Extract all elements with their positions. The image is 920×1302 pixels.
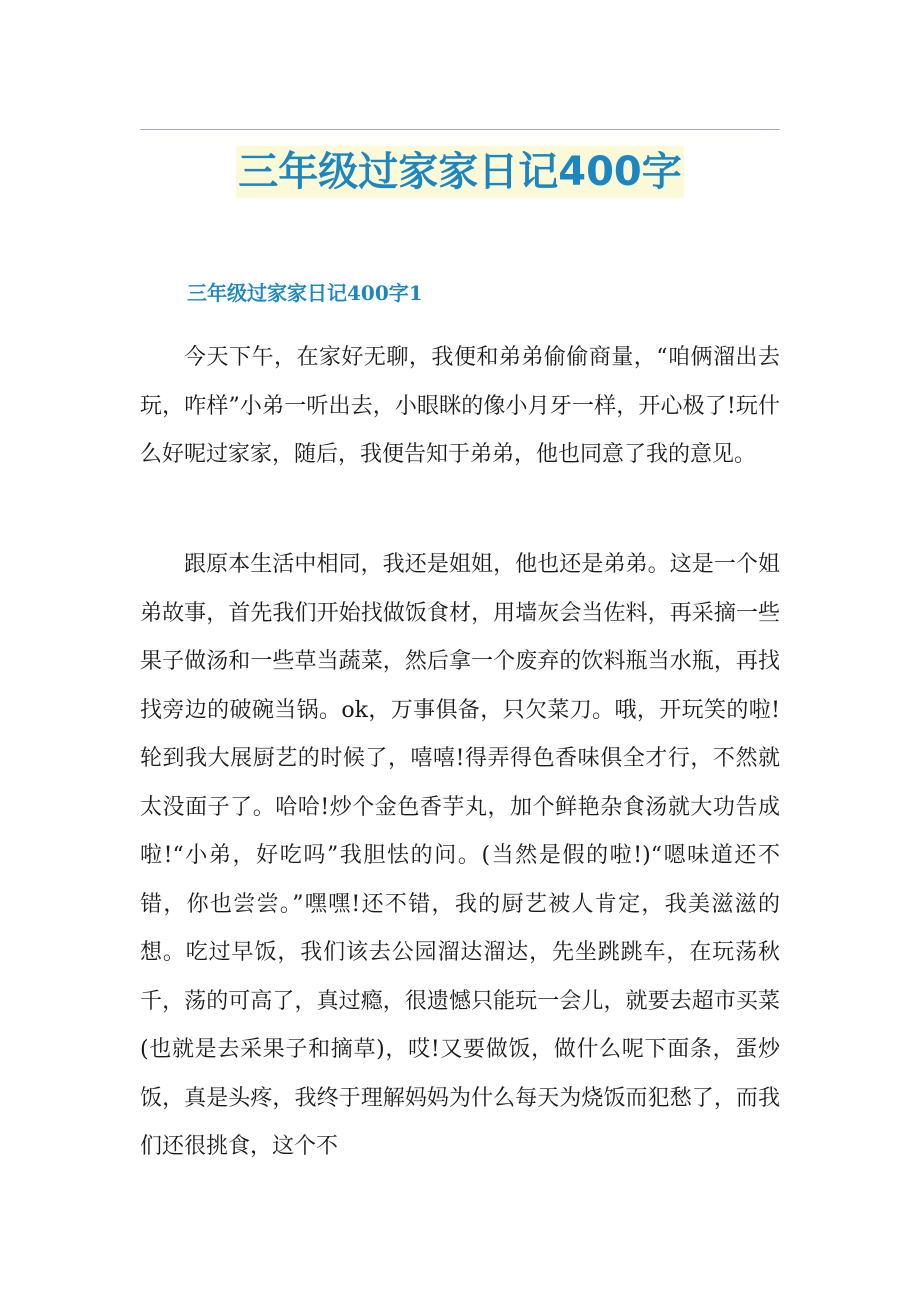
- paragraph-2: 跟原本生活中相同，我还是姐姐，他也还是弟弟。这是一个姐弟故事，首先我们开始找做饭食材，用墙灰会当佐料，再采摘一些果子做汤和一些草当蔬菜，然后拿一个废弃的饮料瓶当水瓶，再找找旁边的破碗当锅。ok，万事俱备，只欠菜刀。哦，开玩笑的啦!轮到我大展厨艺的时候了，嘻嘻!得弄得色香味俱全才行，不然就太没面子了。哈哈!炒个金色香芋丸，加个鲜艳杂食汤就大功告成啦!“小弟，好吃吗”我胆怯的问。(当然是假的啦!)“嗯味道还不错，你也尝尝。”嘿嘿!还不错，我的厨艺被人肯定，我美滋滋的想。吃过早饭，我们该去公园溜达溜达，先坐跳跳车，在玩荡秋千，荡的可高了，真过瘾，很遗憾只能玩一会儿，就要去超市买菜(也就是去采果子和摘草)，哎!又要做饭，做什么呢下面条，蛋炒饭，真是头疼，我终于理解妈妈为什么每天为烧饭而犯愁了，而我们还很挑食，这个不: [140, 552, 780, 1159]
- header-divider: [140, 129, 780, 130]
- paragraph-1: 今天下午，在家好无聊，我便和弟弟偷偷商量，“咱俩溜出去玩，咋样”小弟一听出去，小眼眯的像小月牙一样，开心极了!玩什么好呢过家家，随后，我便告知于弟弟，他也同意了我的意见。: [140, 345, 780, 467]
- document-title: 三年级过家家日记400字: [236, 146, 684, 198]
- section-heading: 三年级过家家日记400字1: [187, 281, 423, 305]
- title-container: [0, 146, 920, 198]
